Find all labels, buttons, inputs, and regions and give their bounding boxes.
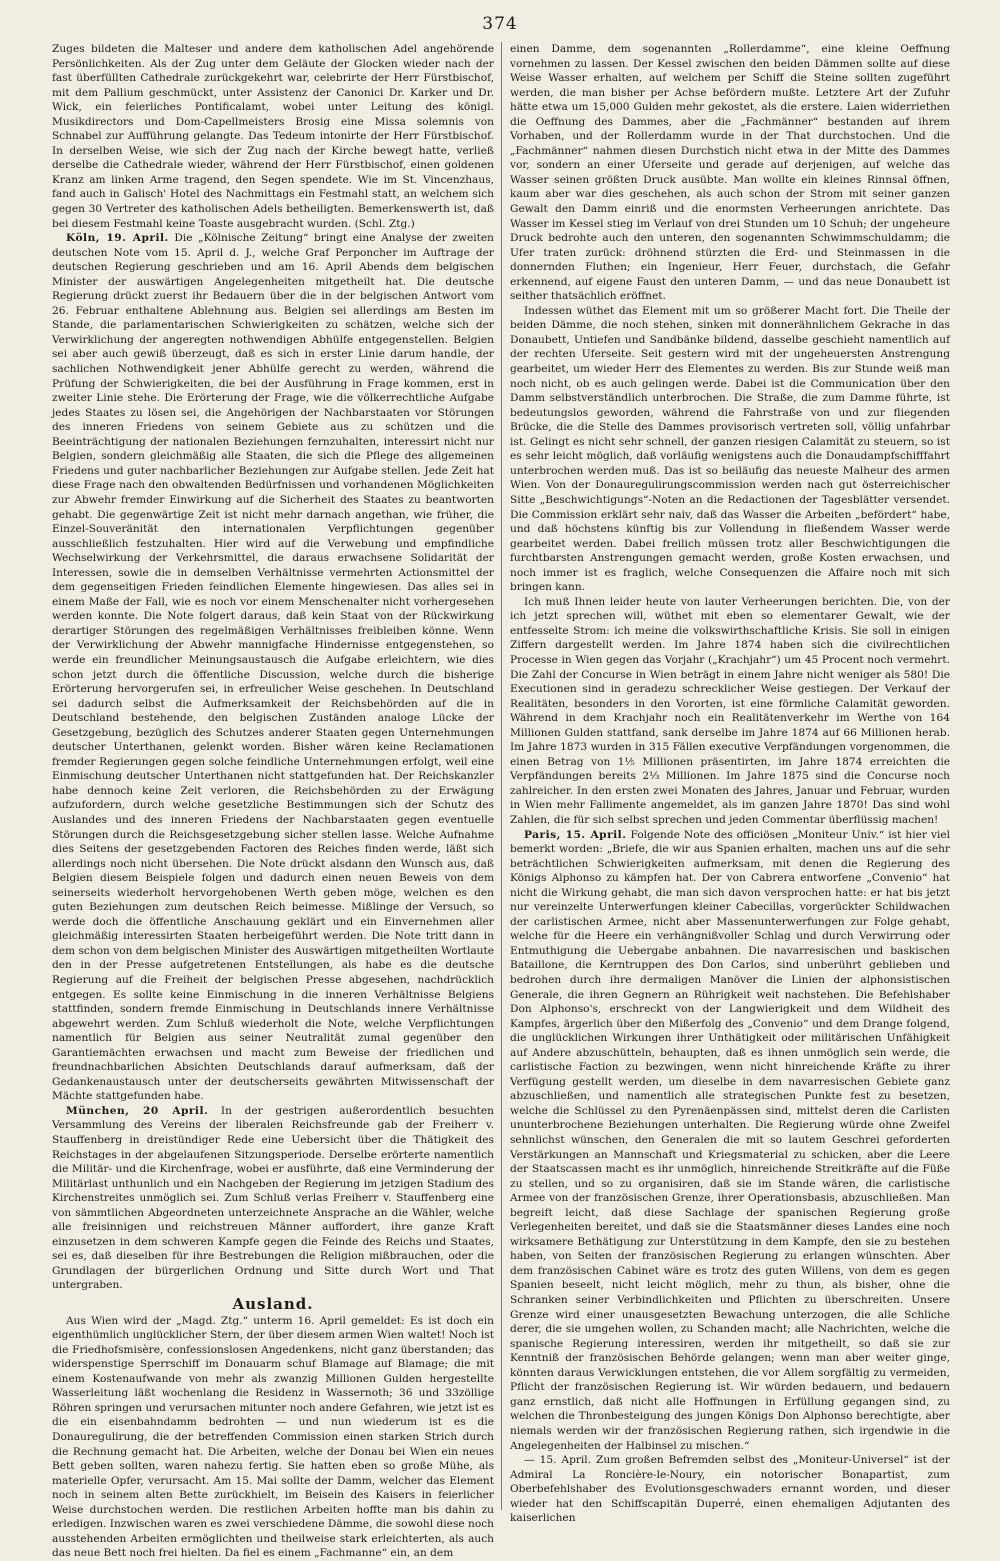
left-paragraph-2 [52, 231, 494, 1104]
left-paragraph-1: Zuges bildeten die Malteser und andere dem katholischen Adel angehörende Persönlichkeiten. Als der Zug unter dem Geläute der Glocken wieder nach der fast überfüllten Cathedrale zurückgekehrt war, celebrirte der Herr Fürstbischof, mit dem Pallium geschmückt, unter Assistenz der Canonici Dr. Karker und Dr. Wick, ein feierliches Pontificalamt, wobei unter Leitung des königl. Musikdirectors und Dom-Capellmeisters Brosig eine Missa solemnis von Schnabel zur Aufführung gelangte. Das Tedeum intonirte der Herr Fürstbischof. In derselben Weise, wie sich der Zug nach der Kirche bewegt hatte, verließ derselbe die Cathedrale wieder, während der Herr Fürstbischof, einen goldenen Kranz am linken Arme tragend, den Segen spendete. Wie im St. Vincenzhaus, fand auch in Galisch' Hotel des Nachmittags ein Festmahl statt, an welchem sich gegen 30 Vertreter des katholischen Adels betheiligten. Bemerkenswerth ist, daß bei diesem Festmahl keine Toaste ausgebracht wurden. (Schl. Ztg.) [52, 43, 494, 230]
left-column [52, 42, 494, 1560]
dateline-paris: Paris, 15. April. [524, 828, 627, 841]
article-wien: Aus Wien wird der „Magd. Ztg.“ unterm 16. April gemeldet: Es ist doch ein eigenthümlich unglücklicher Stern, der über diesem armen Wien waltet! Noch ist die Friedhofsmisère, confessionslosen Angedenkens, nicht ganz überstanden; das widerspenstige Sperrschiff im Donauarm schuf Blamage auf Blamage; die mit einem Kostenaufwande von mehr als zwanzig Millionen Gulden hergestellte Wasserleitung läßt wochenlang die Residenz in Wassernoth; 36 und 33zöllige Röhren springen und verursachen mitunter noch andere Gefahren, wie jetzt ist es die ein eisenbahndamm bedrohten — und nun wiederum ist es die Donauregulirung, die der betreffenden Commission einen starken Strich durch die Rechnung gemacht hat. Die Arbeiten, welche der Donau bei Wien ein neues Bett geben sollten, waren nahezu fertig. Sie hatten eben so große Mühe, als materielle Opfer, verursacht. Am 15. Mai sollte der Damm, welcher das Element noch in seinem alten Bette zurückhielt, im Beisein des Kaisers in feierlicher Weise durchstochen werden. Die restlichen Arbeiten hoffte man bis dahin zu erledigen. Inzwischen waren es zwei verschiedene Dämme, die sowohl diese noch ausstehenden Arbeiten ermöglichten und theilweise stark erleichterten, als auch das neue Bett noch frei hielten. Da fiel es einem „Fachmanne“ ein, an dem [52, 1314, 494, 1560]
section-heading-ausland: Ausland. [232, 1295, 314, 1314]
page-number: 374 [482, 14, 518, 34]
right-paragraph-5: — 15. April. Zum großen Befremden selbst des „Moniteur-Universel“ ist der Admiral La Roncière-le-Noury, ein notorischer Bonapartist, zum Oberbefehlshaber des Evolutionsgeschwaders ernannt worden, und dieser wieder hat den Schiffscapitän Duperré, einen ehemaligen Adjutanten des kaiserlichen [510, 1454, 950, 1525]
right-paragraph-3: Ich muß Ihnen leider heute von lauter Verheerungen berichten. Die, von der ich jetzt sprechen will, wüthet mit eben so elementarer Gewalt, wie der entfesselte Strom: ich meine die volkswirthschaftliche Krisis. Sie soll in einigen Ziffern dargestellt werden. Im Jahre 1874 haben sich die civilrechtlichen Processe in Wien gegen das Vorjahr („Krachjahr“) um 45 Procent noch vermehrt. Die Zahl der Concurse in Wien beträgt in einem Jahre nicht weniger als 580! Die Executionen sind in geradezu schrecklicher Weise gestiegen. Der Verkauf der Realitäten, besonders in den Vororten, ist eine förmliche Calamität geworden. Während in dem Krachjahr noch ein Realitätenverkehr im Werthe von 164 Millionen Gulden stattfand, sank derselbe im Jahre 1874 auf 66 Millionen herab. Im Jahre 1873 wurden in 315 Fällen executive Verpfändungen vorgenommen, die einen Betrag von 1⅕ Millionen präsentirten, im Jahre 1874 erreichten die Verpfändungen bereits 2⅓ Millionen. Im Jahre 1875 sind die Concurse noch zahlreicher. In den ersten zwei Monaten des Jahres, Januar und Februar, wurden in Wien mehr Fallimente angemeldet, als im ganzen Jahre 1870! Das sind wohl Zahlen, die für sich selbst sprechen und jeden Commentar überflüssig machen! [510, 595, 950, 826]
article-koeln: Die „Kölnische Zeitung“ bringt eine Analyse der zweiten deutschen Note vom 15. April d. J., welche Graf Perponcher im Auftrage der deutschen Regierung geschrieben und am 16. April Abends dem belgischen Minister der auswärtigen Angelegenheiten mitgetheilt hat. Die deutsche Regierung drückt zuerst ihr Bedauern über die in der belgischen Antwort vom 26. Februar enthaltene Ablehnung aus. Belgien sei allerdings am Besten im Stande, die parlamentarischen Schwierigkeiten zu schätzen, welche sich der Verwirklichung der angeregten nothwendigen Abhülfe entgegenstellen. Belgien sei aber auch gewiß überzeugt, daß es sich in erster Linie darum handle, der sachlichen Nothwendigkeit jener Abhülfe gerecht zu werden, während die Prüfung der Schwierigkeiten, die bei der Ausführung in Frage kommen, erst in zweiter Linie stehe. Die Erörterung der Frage, wie die völkerrechtliche Aufgabe jedes Staates zu lösen sei, die Angehörigen der Nachbarstaaten vor Störungen des inneren Friedens von seinem Gebiete aus zu schützen und die Beeinträchtigung der nationalen Beziehungen fernzuhalten, interessirt nicht nur Belgien, sondern gleichmäßig alle Staaten, die sich die Pflege des allgemeinen Friedens und guter nachbarlicher Beziehungen zur Aufgabe stellen. Jede Zeit hat diese Frage nach den obwaltenden Bedürfnissen und vorhandenen Möglichkeiten zur Abwehr fremder Einwirkung auf die Sicherheit des Staates zu beantworten gehabt. Die gegenwärtige Zeit ist nicht mehr darnach angethan, wie früher, die Einzel-Souveränität den internationalen Verpflichtungen gegenüber ausschließlich festzuhalten. Hier wird auf die Verwebung und empfindliche Wechselwirkung der Verkehrsmittel, die daraus erwachsene Solidarität der Interessen, sowie die in demselben Verhältnisse vermehrten Actionsmittel der dem gegenseitigen Frieden feindlichen Elemente hingewiesen. Das alles sei in einem Maße der Fall, wie es noch vor einem Menschenalter nicht vorhergesehen werden konnte. Die Note folgert daraus, daß kein Staat von der Rückwirkung derartiger Störungen des regelmäßigen Verhältnisses freibleiben könne. Wenn der Verwirklichung der Abwehr mannigfache Hindernisse entgegenstehen, so werde ein freundlicher Meinungsaustausch die Aufgabe erleichtern, wie dies schon jetzt durch die öffentliche Discussion, welche durch die bisherige Erörterung hervorgerufen sei, in erfreulicher Weise geschehen. In Deutschland sei dadurch selbst die Aufmerksamkeit der Reichsbehörden auf die in Deutschland bestehende, den belgischen Zuständen analoge Lücke der Gesetzgebung, bezüglich des Schutzes anderer Staaten gegen Unternehmungen deutscher Unterthanen, gelenkt worden. Bisher wären keine Reclamationen fremder Regierungen gegen solche feindliche Unternehmungen erfolgt, weil eine Einmischung deutscher Unterthanen nicht stattgefunden hat. Der Reichskanzler habe dennoch keine Zeit verloren, die Reichsbehörden zu der Erwägung aufzufordern, durch welche gesetzliche Bestimmungen sich der Schutz des Auslandes und des inneren Friedens der Nachbarstaaten gegen eventuelle Störungen durch die Reichsgesetzgebung sicher stellen lasse. Welche Aufnahme dies Seitens der gesetzgebenden Factoren des Reiches finden werde, läßt sich allerdings noch nicht übersehen. Die Note drückt alsdann den Wunsch aus, daß Belgien diesem Beispiele folgen und dadurch einen neuen Beweis von dem seinerseits wiederholt hervorgehobenen Werth geben möge, welchen es den guten Beziehungen zum deutschen Reich beimesse. Mißlinge der Versuch, so werde doch die öffentliche Anschauung geklärt und ein Einvernehmen aller gleichmäßig interessirten Staaten herbeigeführt werden. Die Note tritt dann in dem schon von dem belgischen Minister des Auswärtigen mitgetheilten Wortlaute den in der Presse aufgetretenen Entstellungen, als habe es die deutsche Regierung auf die Freiheit der belgischen Presse abgesehen, nachdrücklich entgegen. Es sollte keine Einmischung in die inneren Verhältnisse Belgiens stattfinden, sondern fremde Einmischung in Deutschlands innere Verhältnisse abgewehrt werden. Zum Schluß wiederholt die Note, welche Verpflichtungen namentlich für Belgien aus seiner Neutralität zumal gegenüber den Garantiemächten erwachsen und macht zum Beweise der friedlichen und freundnachbarlichen Absichten Deutschlands darauf aufmerksam, daß der Gedankenaustausch unter der deutscherseits gewährten Mitwissenschaft der Mächte stattgefunden habe. [52, 232, 494, 1103]
article-muenchen: In der gestrigen außerordentlich besuchten Versammlung des Vereins der liberalen Reichsfreunde gab der Freiherr v. Stauffenberg in dreistündiger Rede eine Uebersicht über die Thätigkeit des Reichstages in der abgelaufenen Sitzungsperiode. Derselbe erörterte namentlich die Militär- und die Kirchenfrage, wobei er ausführte, daß eine Verminderung der Militärlast unthunlich und ein Nachgeben der Regierung im jetzigen Stadium des Kirchenstreites unmöglich sei. Zum Schluß verlas Freiherr v. Stauffenberg eine von sämmtlichen Abgeordneten unterzeichnete Ansprache an die Wähler, welche alle freisinnigen und reichstreuen Männer auffordert, ihre ganze Kraft einzusetzen in dem schweren Kampfe gegen die Feinde des Reichs und Staates, sei es, daß dieselben für ihre Bestrebungen die Religion mißbrauchen, oder die Grundlagen der bürgerlichen Ordnung und Sitte durch Wort und That untergraben. [52, 1104, 494, 1292]
right-paragraph-4 [510, 828, 950, 1454]
dateline-muenchen: München, 20 April. [66, 1104, 209, 1117]
article-paris: Folgende Note des officiösen „Moniteur Univ.“ ist hier viel bemerkt worden: „Briefe, die wir aus Spanien erhalten, machen uns auf die sehr beträchtlichen Schwierigkeiten aufmerksam, mit denen die Regierung des Königs Alphonso zu kämpfen hat. Der von Cabrera entworfene „Convenio“ hat nicht die Wirkung gehabt, die man sich davon versprochen hatte: er hat bis jetzt nur vereinzelte Unterwerfungen kleiner Cabecillas, vorgerückter Schildwachen der carlistischen Armee, nicht aber Massenunterwerfungen zur Folge gehabt, welche für die Heere ein verhängnißvoller Schlag und durch Verwirrung oder Entmuthigung die Uebergabe anbahnen. Die navarresischen und baskischen Bataillone, die Kerntruppen des Don Carlos, sind unberührt geblieben und bedrohen durch ihre dermaligen Manöver die Linien der alphonsistischen Generale, die ihren Gegnern an Rührigkeit weit nachstehen. Die Befehlshaber Don Alphonso's, erschreckt von der Langwierigkeit und dem Wildheit des Kampfes, ärgerlich über den Mißerfolg des „Convenio“ und dem Drange folgend, die unglücklichen Wirkungen ihrer Unthätigkeit oder militärischen Unfähigkeit auf Andere abzuschütteln, behaupten, daß es ihnen unmöglich sein werde, die carlistische Faction zu bezwingen, wenn nicht hinreichende Kräfte zu ihrer Verfügung gestellt werden, um dieselbe in dem navarresischen Gebiete ganz abzuschließen, und namentlich alle strategischen Punkte fest zu besetzen, welche die Schlüssel zu den Pyrenäenpässen sind, mittelst deren die Carlisten ununterbrochene Beziehungen unterhalten. Die Regierung würde ohne Zweifel sehnlichst wünschen, den Generalen die mit so lautem Geschrei geforderten Verstärkungen an Mannschaft und Kriegsmaterial zu schicken, aber die Leere der Staatscassen macht es ihr unmöglich, hinreichende Streitkräfte auf die Füße zu stellen, und so zu organisiren, daß sie im Stande wären, die carlistische Armee von der französischen Grenze, ihrer Operationsbasis, abzuschließen. Man begreift leicht, daß diese Sachlage der spanischen Regierung große Verlegenheiten bereitet, und daß sie die Staatsmänner dieses Landes eine noch wirksamere Bethätigung zur Unterstützung in dem Kampfe, den sie zu bestehen haben, von Seiten der französischen Regierung zu erlangen wünschten. Aber dem französischen Cabinet wäre es trotz des guten Willens, von dem es gegen Spanien beseelt, nicht leicht möglich, mehr zu thun, als bisher, ohne die Schranken seiner Verbindlichkeiten und Pflichten zu überschreiten. Unsere Grenze wird einer unausgesetzten Bewachung unterzogen, die alle Schliche derer, die sie umgehen wollen, zu Schanden macht; alle Nachrichten, welche die spanische Regierung interessiren, werden ihr mitgetheilt, so daß sie zur Kenntniß der französischen Behörde gelangen; wenn man aber weiter ginge, könnten daraus Verwicklungen entstehen, die vor Allem sorgfältig zu vermeiden, Pflicht der französischen Regierung ist. Wir würden bedauern, und bedauern ganz ernstlich, daß nicht alle Hoffnungen in Erfüllung gegangen sind, zu welchen die Thronbesteigung des jungen Königs Don Alphonso berechtigte, aber niemals werden wir der französischen Regierung rathen, sich irgendwie in die Angelegenheiten der Halbinsel zu mischen.“ [510, 828, 950, 1452]
right-column [510, 42, 950, 1525]
right-paragraph-2: Indessen wüthet das Element mit um so größerer Macht fort. Die Theile der beiden Dämme, die noch stehen, sinken mit donnerähnlichem Gekrache in das Donaubett, Untiefen und Sandbänke bildend, dasselbe geschieht namentlich auf der rechten Uferseite. Seit gestern wird mit der ungeheuersten Anstrengung gearbeitet, um wieder Herr des Elementes zu werden. Bis zur Stunde weiß man noch nicht, ob es auch gelingen werde. Dabei ist die Communication über den Damm selbstverständlich unterbrochen. Die Straße, die zum Damme führte, ist bedeutungslos geworden, während die Fahrstraße von und zur fliegenden Brücke, die die Stelle des Dammes provisorisch vertreten soll, völlig unfahrbar ist. Gelingt es nicht sehr schnell, der ganzen riesigen Calamität zu steuern, so ist es sehr leicht möglich, daß vorläufig wenigstens auch die Donaudampfschifffahrt unterbrochen werden muß. Das ist so beiläufig das neueste Malheur des armen Wien. Von der Donauregulirungscommission werden nach gut österreichischer Sitte „Beschwichtigungs“-Noten an die Redactionen der Tagesblätter versendet. Die Commission erklärt sehr naiv, daß das Wasser die Arbeiten „befördert“ habe, und daß höchstens künftig bis zur Vollendung in fließendem Wasser werde gearbeitet werden. Dabei freilich müssen trotz aller Beschwichtigungen die furchtbarsten Anstrengungen gemacht werden, große Kosten erwachsen, und noch immer ist es fraglich, welche Consequenzen die Affaire noch mit sich bringen kann. [510, 304, 950, 594]
dateline-koeln: Köln, 19. April. [66, 232, 169, 245]
left-paragraph-3 [52, 1104, 494, 1293]
column-divider [501, 42, 502, 1510]
right-paragraph-1: einen Damme, dem sogenannten „Rollerdamme“, eine kleine Oeffnung vornehmen zu lassen. Der Kessel zwischen den beiden Dämmen sollte auf diese Weise Wasser erhalten, auf welchem per Schiff die Steine sollten zugeführt werden, die man bisher per Achse befördern mußte. Letztere Art der Zufuhr hätte etwa um 15,000 Gulden mehr gekostet, als die erstere. Laien widerriethen die Oeffnung des Dammes, aber die „Fachmänner“ bestanden auf ihrem Vorhaben, und der Rollerdamm wurde in der That durchstochen. Und die „Fachmänner“ nahmen diesen Durchstich nicht etwa in der Mitte des Dammes vor, sondern an einer Uferseite und gerade auf derjenigen, auf welche das Wasser seinen größten Druck ausübte. Man wollte ein kleines Rinnsal öffnen, kaum aber war dies geschehen, als auch schon der Strom mit seiner ganzen Gewalt den Damm einriß und die enormsten Verheerungen anrichtete. Das Wasser im Kessel stieg im Verlauf von drei Stunden um 10 Schuh; der ungeheure Druck bedrohte auch den unteren, den sogenannten Schwimmschuldamm; die Ufer traten zurück: dröhnend stürzten die Erd- und Steinmassen in die donnernden Fluthen; ein Ingenieur, Herr Feuer, durchstach, die Gefahr erkennend, auf eigene Faust den unteren Damm, — und das neue Donaubett ist seither thatsächlich eröffnet. [510, 43, 950, 303]
